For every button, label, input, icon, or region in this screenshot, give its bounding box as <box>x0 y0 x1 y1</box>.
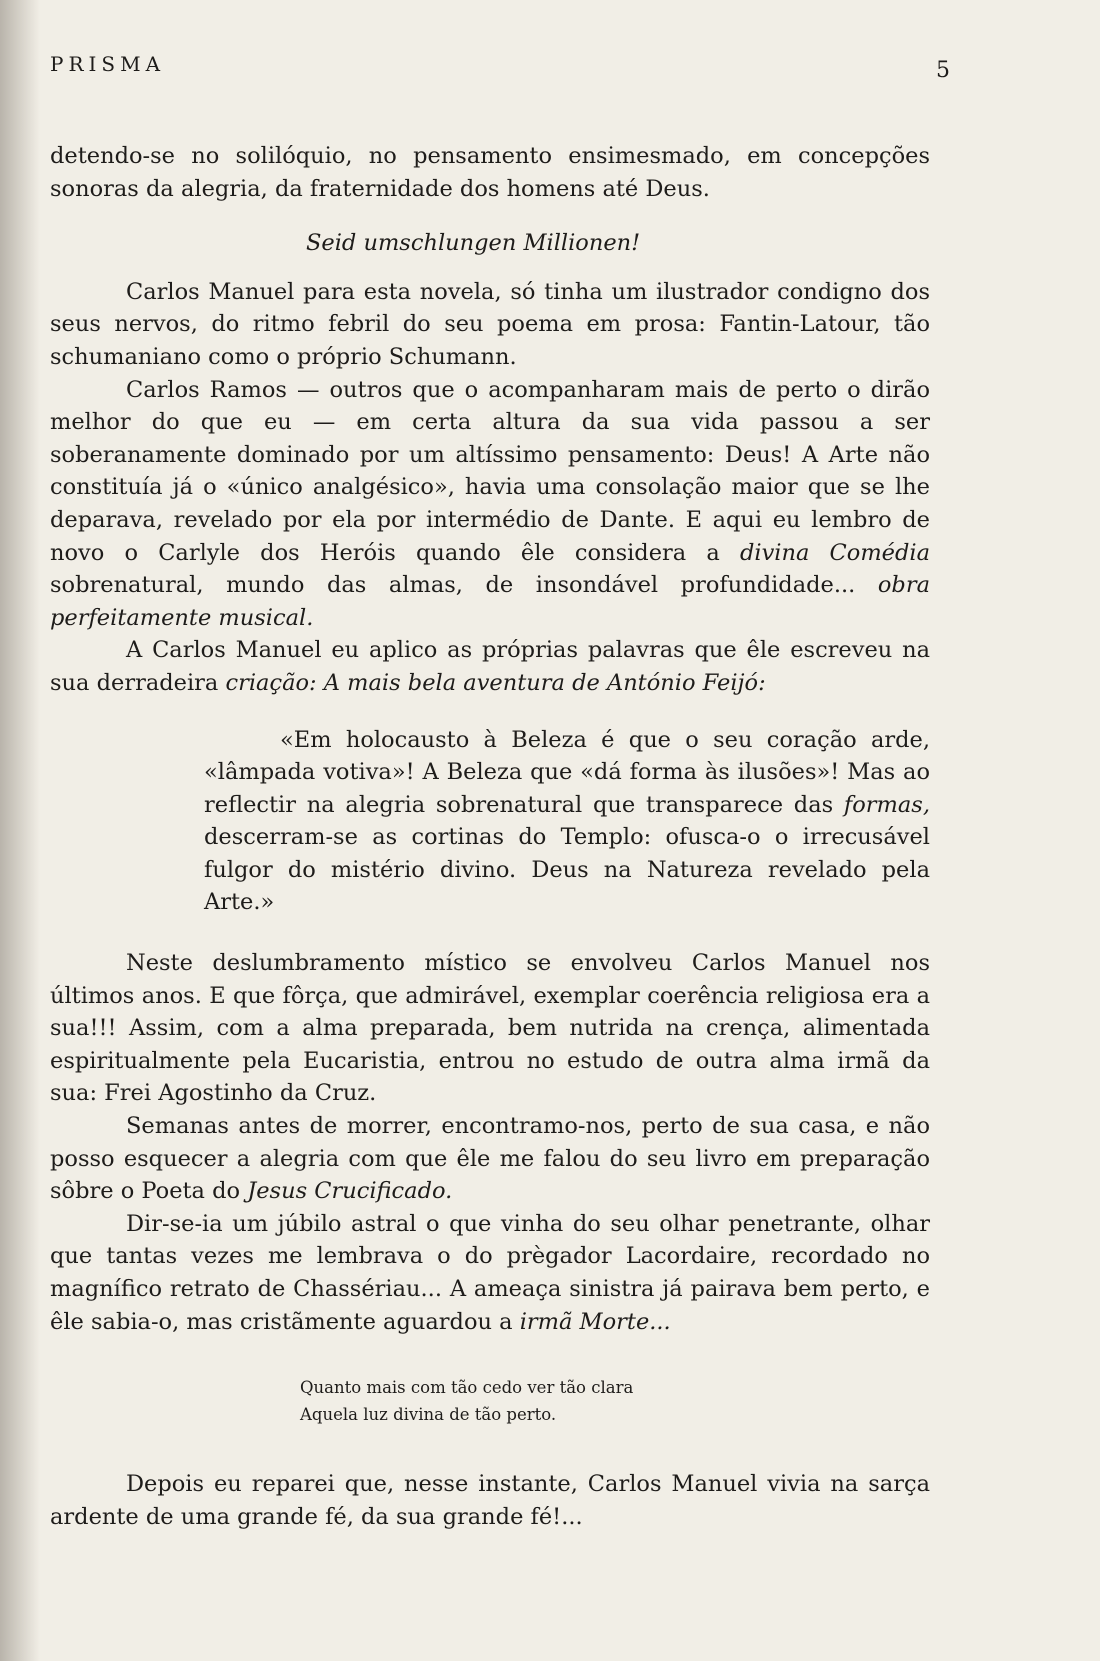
page-header <box>50 52 950 92</box>
paragraph-3-italic-2: obra perfeitamente musical. <box>50 572 930 631</box>
block-quote-text-b: descerram-se as cortinas do Templo: ofusca-o o irrecusável fulgor do mistério divino. Deus na Natureza revelado pela Arte.» <box>204 824 930 916</box>
poem-line: Aquela luz divina de tão perto. <box>300 1405 557 1425</box>
poem-quote <box>300 1374 930 1428</box>
paragraph-7 <box>50 1208 930 1338</box>
paragraph-6-italic: Jesus Crucificado. <box>247 1178 453 1205</box>
paragraph-4-italic: criação: A mais bela aventura de António Feijó: <box>225 669 766 696</box>
running-title: PRISMA <box>50 52 166 76</box>
paragraph-3-italic-1: divina Comédia <box>739 539 930 566</box>
paragraph-8: Depois eu reparei que, nesse instante, Carlos Manuel vivia na sarça ardente de uma grande fé, da sua grande fé!... <box>50 1471 930 1530</box>
paragraph-4 <box>50 634 930 699</box>
poem-line: Quanto mais com tão cedo ver tão clara <box>300 1378 634 1398</box>
paragraph-3-text-a: Carlos Ramos — outros que o acompanharam mais de perto o dirão melhor do que eu — em certa altura da sua vida passou a ser soberanamente dominado por um altíssimo pensamento: Deus! A Arte não constituía já o «único analgésico», havia uma consolação maior que se lhe deparava, revelado por ela por intermédio de Dante. E aqui eu lembro de novo o Carlyle dos Heróis quando êle considera a <box>50 376 930 566</box>
paragraph-4-text: A Carlos Manuel eu aplico as próprias palavras que êle escreveu na sua derradeira <box>50 637 930 696</box>
paragraph-5: Neste deslumbramento místico se envolveu Carlos Manuel nos últimos anos. E que fôrça, que admirável, exemplar coerência religiosa era a sua!!! Assim, com a alma preparada, bem nutrida na crença, alimentada espiritualmente pela Eucaristia, entrou no estudo de outra alma irmã da sua: Frei Agostinho da Cruz. <box>50 950 930 1107</box>
paragraph-7-text: Dir-se-ia um júbilo astral o que vinha do seu olhar penetrante, olhar que tantas vezes me lembrava o do prègador Lacordaire, recordado no magnífico retrato de Chassériau... A ameaça sinistra já pairava bem perto, e êle sabia-o, mas cristãmente aguardou a <box>50 1210 930 1335</box>
block-quote <box>204 724 930 920</box>
article-body <box>50 140 930 1533</box>
paragraph-1: detendo-se no solilóquio, no pensamento ensimesmado, em concepções sonoras da alegria, da fraternidade dos homens até Deus. <box>50 143 930 202</box>
block-quote-italic: formas, <box>843 791 930 818</box>
page-number: 5 <box>936 58 950 83</box>
paragraph-6 <box>50 1110 930 1208</box>
paragraph-7-italic: irmã Morte... <box>519 1308 671 1335</box>
paragraph-3-text-b: sobrenatural, mundo das almas, de insondável profundidade... <box>50 572 878 599</box>
paragraph-2: Carlos Manuel para esta novela, só tinha um ilustrador condigno dos seus nervos, do ritmo febril do seu poema em prosa: Fantin-Latour, tão schumaniano como o próprio Schumann. <box>50 278 930 370</box>
paragraph-6-text: Semanas antes de morrer, encontramo-nos, perto de sua casa, e não posso esquecer a alegria com que êle me falou do seu livro em preparação sôbre o Poeta do <box>50 1113 930 1205</box>
paragraph-3 <box>50 374 930 635</box>
page-gutter-shadow <box>0 0 40 1661</box>
epigraph: Seid umschlungen Millionen! <box>306 230 641 257</box>
block-quote-text-a: «Em holocausto à Beleza é que o seu coração arde, «lâmpada votiva»! A Beleza que «dá forma às ilusões»! Mas ao reflectir na alegria sobrenatural que transparece das <box>204 726 930 818</box>
